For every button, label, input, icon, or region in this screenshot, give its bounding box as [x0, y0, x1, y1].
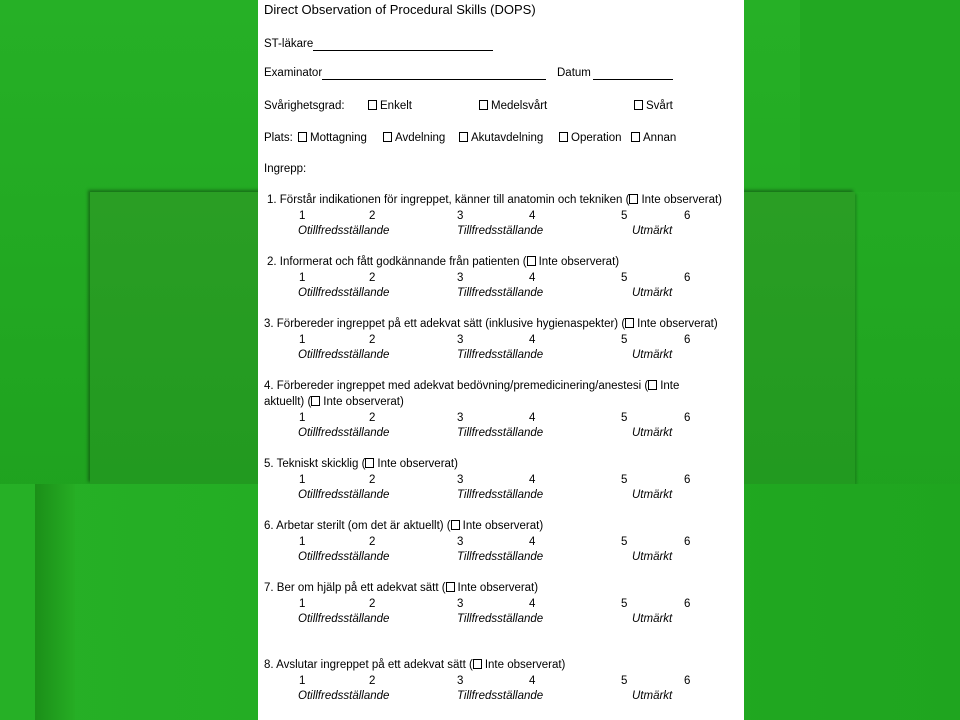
scale-label-mid: Tillfredsställande [457, 489, 544, 501]
rating-1[interactable]: 1 [299, 412, 306, 424]
item-2-question: 2. Informerat och fått godkännande från patienten ( Inte observerat) [267, 256, 620, 268]
rating-5[interactable]: 5 [621, 210, 628, 222]
scale-label-high: Utmärkt [632, 349, 673, 361]
background-panel-top-right [800, 0, 960, 192]
checkbox-icon[interactable] [479, 100, 488, 110]
dops-form-page [258, 0, 744, 720]
scale-label-mid: Tillfredsställande [457, 287, 544, 299]
checkbox-icon[interactable] [634, 100, 643, 110]
rating-6[interactable]: 6 [684, 474, 691, 486]
checkbox-icon[interactable] [559, 132, 568, 142]
examinator-row [264, 66, 546, 80]
rating-4[interactable]: 4 [529, 334, 536, 346]
plats-label: Plats: [264, 132, 293, 144]
rating-6[interactable]: 6 [684, 210, 691, 222]
scale-label-mid: Tillfredsställande [457, 427, 544, 439]
scale-label-low: Otillfredsställande [298, 690, 390, 702]
scale-label-low: Otillfredsställande [298, 427, 390, 439]
scale-label-low: Otillfredsställande [298, 287, 390, 299]
checkbox-icon[interactable] [631, 132, 640, 142]
svarighet-label: Svårighetsgrad: [264, 100, 345, 112]
st-lakare-label: ST-läkare [264, 38, 314, 50]
item-4-question-continued: aktuellt) ( Inte observerat) [264, 396, 404, 408]
scale-label-high: Utmärkt [632, 613, 673, 625]
rating-3[interactable]: 3 [457, 412, 464, 424]
plats-option-avdelning[interactable]: Avdelning [383, 131, 445, 145]
scale-label-low: Otillfredsställande [298, 551, 390, 563]
rating-1[interactable]: 1 [299, 598, 306, 610]
rating-1[interactable]: 1 [299, 272, 306, 284]
rating-3[interactable]: 3 [457, 474, 464, 486]
plats-option-akutavdelning[interactable]: Akutavdelning [459, 131, 543, 145]
rating-3[interactable]: 3 [457, 334, 464, 346]
rating-2[interactable]: 2 [369, 474, 376, 486]
rating-2[interactable]: 2 [369, 536, 376, 548]
rating-5[interactable]: 5 [621, 412, 628, 424]
rating-3[interactable]: 3 [457, 210, 464, 222]
checkbox-icon[interactable] [451, 520, 460, 530]
st-lakare-field[interactable] [313, 39, 493, 51]
ingrepp-label: Ingrepp: [264, 163, 307, 175]
rating-4[interactable]: 4 [529, 412, 536, 424]
checkbox-icon[interactable] [368, 100, 377, 110]
checkbox-icon[interactable] [527, 256, 536, 266]
item-2-rating-scale [258, 271, 744, 301]
datum-label: Datum [557, 67, 591, 79]
rating-5[interactable]: 5 [621, 675, 628, 687]
item-8-question: 8. Avslutar ingreppet på ett adekvat sätt ( Inte observerat) [264, 659, 566, 671]
rating-1[interactable]: 1 [299, 210, 306, 222]
rating-6[interactable]: 6 [684, 675, 691, 687]
scale-label-mid: Tillfredsställande [457, 551, 544, 563]
rating-2[interactable]: 2 [369, 334, 376, 346]
item-7-rating-scale [258, 597, 744, 627]
rating-5[interactable]: 5 [621, 334, 628, 346]
rating-5[interactable]: 5 [621, 536, 628, 548]
scale-label-high: Utmärkt [632, 489, 673, 501]
rating-5[interactable]: 5 [621, 272, 628, 284]
plats-option-mottagning[interactable]: Mottagning [298, 131, 367, 145]
checkbox-icon[interactable] [311, 396, 320, 406]
rating-2[interactable]: 2 [369, 272, 376, 284]
rating-3[interactable]: 3 [457, 675, 464, 687]
rating-3[interactable]: 3 [457, 536, 464, 548]
examinator-field[interactable] [322, 68, 546, 80]
item-1-rating-scale [258, 209, 744, 239]
checkbox-icon[interactable] [365, 458, 374, 468]
rating-3[interactable]: 3 [457, 598, 464, 610]
scale-label-low: Otillfredsställande [298, 489, 390, 501]
item-7-question: 7. Ber om hjälp på ett adekvat sätt ( Inte observerat) [264, 582, 539, 594]
scale-label-high: Utmärkt [632, 225, 673, 237]
rating-4[interactable]: 4 [529, 474, 536, 486]
scale-label-mid: Tillfredsställande [457, 349, 544, 361]
checkbox-icon[interactable] [648, 380, 657, 390]
background-stripe [35, 484, 75, 720]
scale-label-low: Otillfredsställande [298, 225, 390, 237]
rating-6[interactable]: 6 [684, 412, 691, 424]
rating-1[interactable]: 1 [299, 334, 306, 346]
rating-4[interactable]: 4 [529, 536, 536, 548]
item-6-rating-scale [258, 535, 744, 565]
rating-4[interactable]: 4 [529, 598, 536, 610]
scale-label-mid: Tillfredsställande [457, 613, 544, 625]
scale-label-high: Utmärkt [632, 551, 673, 563]
rating-5[interactable]: 5 [621, 474, 628, 486]
rating-1[interactable]: 1 [299, 536, 306, 548]
rating-2[interactable]: 2 [369, 412, 376, 424]
rating-4[interactable]: 4 [529, 272, 536, 284]
svarighet-option-enkelt[interactable]: Enkelt [368, 99, 412, 113]
rating-6[interactable]: 6 [684, 334, 691, 346]
item-6-question: 6. Arbetar sterilt (om det är aktuellt) ( Inte observerat) [264, 520, 544, 532]
item-5-question: 5. Tekniskt skicklig ( Inte observerat) [264, 458, 458, 470]
rating-6[interactable]: 6 [684, 536, 691, 548]
rating-3[interactable]: 3 [457, 272, 464, 284]
rating-2[interactable]: 2 [369, 675, 376, 687]
st-lakare-row [264, 37, 493, 51]
item-8-rating-scale [258, 674, 744, 704]
scale-label-high: Utmärkt [632, 690, 673, 702]
form-title: Direct Observation of Procedural Skills (DOPS) [264, 2, 536, 17]
rating-5[interactable]: 5 [621, 598, 628, 610]
plats-option-operation[interactable]: Operation [559, 131, 622, 145]
checkbox-icon[interactable] [629, 194, 638, 204]
datum-row [557, 66, 673, 80]
plats-option-annan[interactable]: Annan [631, 131, 676, 145]
rating-6[interactable]: 6 [684, 272, 691, 284]
rating-1[interactable]: 1 [299, 474, 306, 486]
rating-4[interactable]: 4 [529, 210, 536, 222]
checkbox-icon[interactable] [459, 132, 468, 142]
checkbox-icon[interactable] [625, 318, 634, 328]
checkbox-icon[interactable] [473, 659, 482, 669]
rating-6[interactable]: 6 [684, 598, 691, 610]
item-1-question: 1. Förstår indikationen för ingreppet, känner till anatomin och tekniken ( Inte observerat) [267, 194, 722, 206]
item-4-rating-scale [258, 411, 744, 441]
checkbox-icon[interactable] [446, 582, 455, 592]
scale-label-mid: Tillfredsställande [457, 225, 544, 237]
item-4-question: 4. Förbereder ingreppet med adekvat bedövning/premedicinering/anestesi ( Inte [264, 380, 680, 392]
rating-2[interactable]: 2 [369, 598, 376, 610]
scale-label-low: Otillfredsställande [298, 613, 390, 625]
svarighet-option-svart[interactable]: Svårt [634, 99, 673, 113]
datum-field[interactable] [593, 68, 673, 80]
rating-2[interactable]: 2 [369, 210, 376, 222]
scale-label-mid: Tillfredsställande [457, 690, 544, 702]
checkbox-icon[interactable] [298, 132, 307, 142]
item-3-question: 3. Förbereder ingreppet på ett adekvat sätt (inklusive hygienaspekter) ( Inte observerat) [264, 318, 718, 330]
scale-label-high: Utmärkt [632, 427, 673, 439]
rating-1[interactable]: 1 [299, 675, 306, 687]
examinator-label: Examinator [264, 67, 323, 79]
rating-4[interactable]: 4 [529, 675, 536, 687]
svarighet-option-medelsvart[interactable]: Medelsvårt [479, 99, 547, 113]
scale-label-low: Otillfredsställande [298, 349, 390, 361]
checkbox-icon[interactable] [383, 132, 392, 142]
item-3-rating-scale [258, 333, 744, 363]
scale-label-high: Utmärkt [632, 287, 673, 299]
item-5-rating-scale [258, 473, 744, 503]
